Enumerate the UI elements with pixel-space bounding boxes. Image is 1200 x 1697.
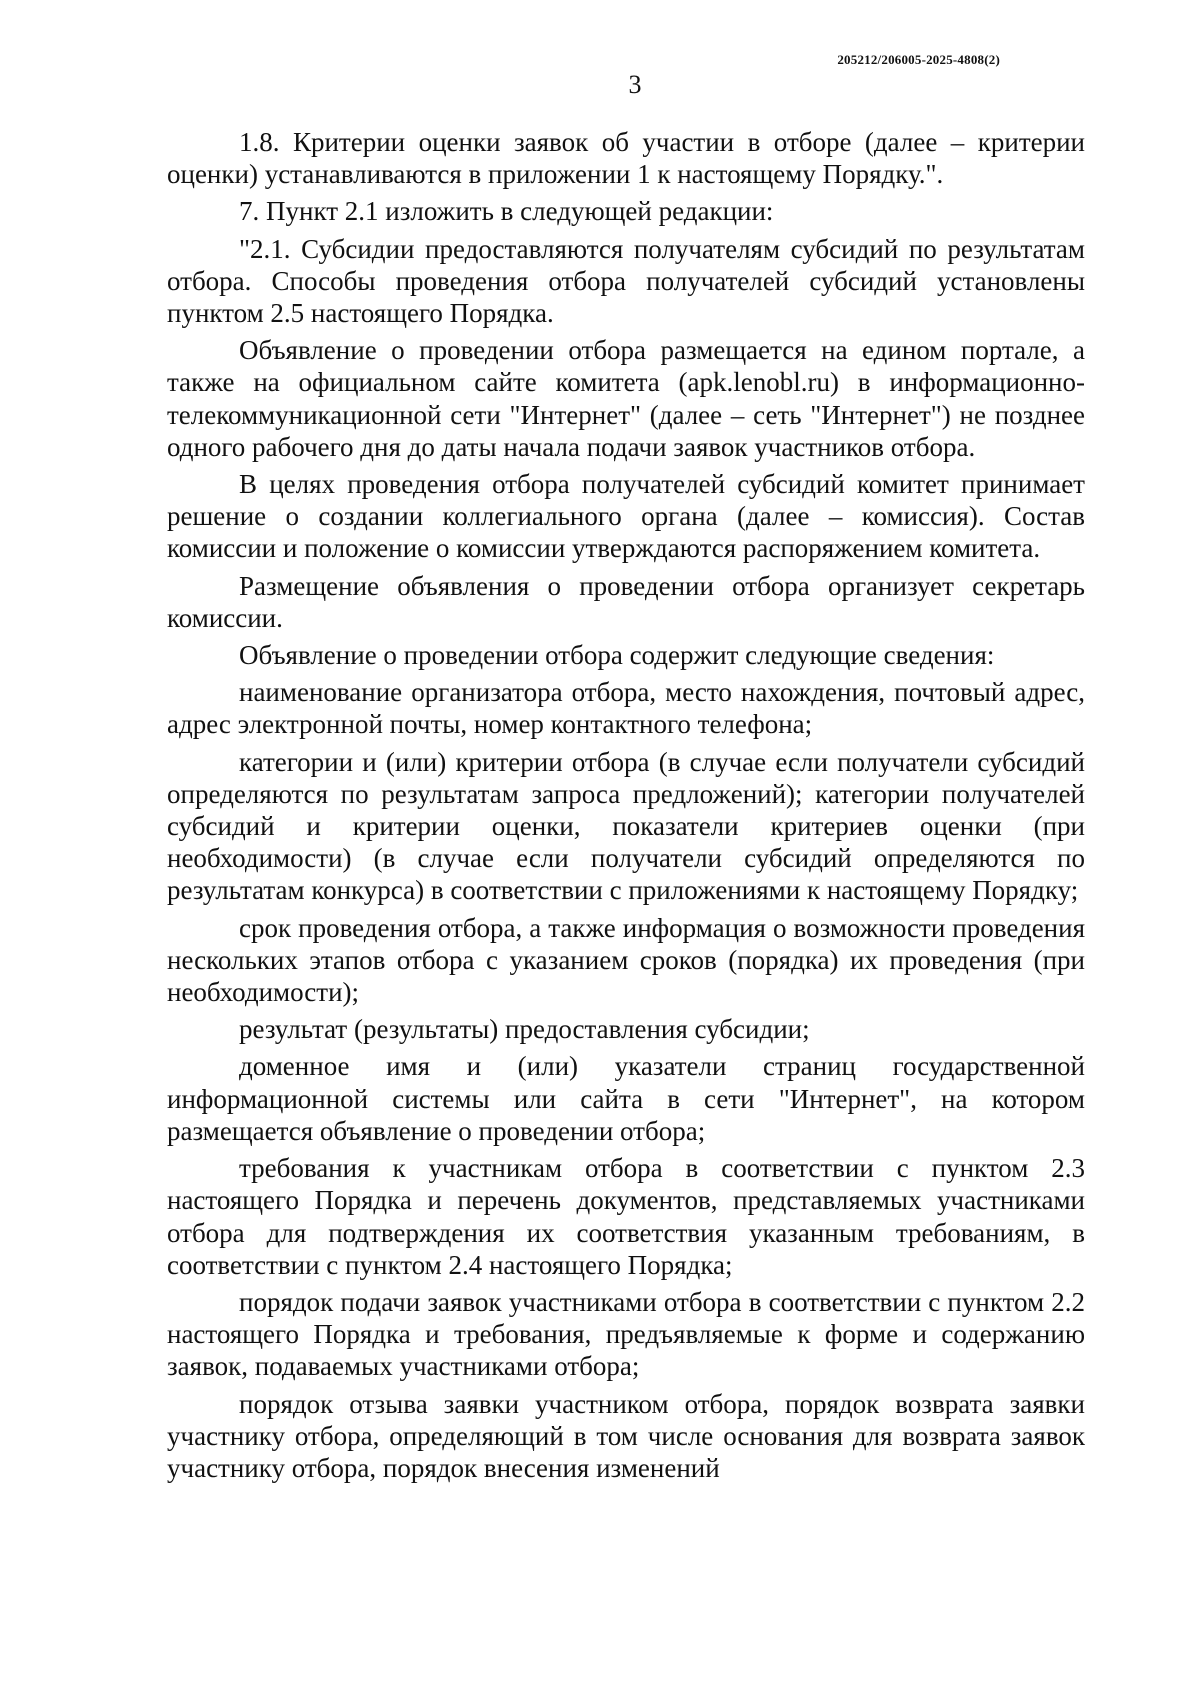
paragraph: доменное имя и (или) указатели страниц государственной информационной системы или сайта в сети "Интернет", на котором размещается объявление о проведении отбора; xyxy=(167,1051,1085,1146)
paragraph: наименование организатора отбора, место нахождения, почтовый адрес, адрес электронной почты, номер контактного телефона; xyxy=(167,677,1085,740)
paragraph: требования к участникам отбора в соответствии с пунктом 2.3 настоящего Порядка и перечень документов, представляемых участниками отбора для подтверждения их соответствия указанным требованиям, в соответствии с пунктом 2.4 настоящего Порядка; xyxy=(167,1153,1085,1280)
paragraph: 7. Пункт 2.1 изложить в следующей редакции: xyxy=(239,196,774,227)
paragraph: результат (результаты) предоставления субсидии; xyxy=(239,1014,810,1045)
page-number: 3 xyxy=(628,70,642,99)
paragraph: срок проведения отбора, а также информация о возможности проведения нескольких этапов отбора с указанием сроков (порядка) их проведения (при необходимости); xyxy=(167,912,1085,1008)
paragraph: Размещение объявления о проведении отбора организует секретарь комиссии. xyxy=(167,570,1085,633)
paragraph: В целях проведения отбора получателей субсидий комитет принимает решение о создании коллегиального органа (далее – комиссия). Состав комиссии и положение о комиссии утверждаются распоряжением комитета. xyxy=(167,469,1085,564)
paragraph: 1.8. Критерии оценки заявок об участии в отборе (далее – критерии оценки) устанавливаются в приложении 1 к настоящему Порядку.". xyxy=(167,127,1085,190)
document-body xyxy=(167,126,1085,1489)
paragraph: порядок подачи заявок участниками отбора в соответствии с пунктом 2.2 настоящего Порядка и требования, предъявляемые к форме и содержанию заявок, подаваемых участниками отбора; xyxy=(167,1286,1085,1382)
document-id: 205212/206005-2025-4808(2) xyxy=(837,52,1000,67)
paragraph: Объявление о проведении отбора размещается на едином портале, а также на официальном сайте комитета (apk.lenobl.ru) в информационно-телекоммуникационной сети "Интернет" (далее – сеть "Интернет") не позднее одного рабочего дня до даты начала подачи заявок участников отбора. xyxy=(167,335,1085,462)
paragraph: категории и (или) критерии отбора (в случае если получатели субсидий определяются по результатам запроса предложений); категории получателей субсидий и критерии оценки, показатели критериев оценки (при необходимости) (в случае если получатели субсидий определяются по результатам конкурса) в соответствии с приложениями к настоящему Порядку; xyxy=(167,746,1085,906)
paragraph: порядок отзыва заявки участником отбора, порядок возврата заявки участнику отбора, определяющий в том числе основания для возврата заявок участнику отбора, порядок внесения изменений xyxy=(167,1388,1085,1483)
paragraph: "2.1. Субсидии предоставляются получателям субсидий по результатам отбора. Способы проведения отбора получателей субсидий установлены пунктом 2.5 настоящего Порядка. xyxy=(167,233,1085,329)
paragraph: Объявление о проведении отбора содержит следующие сведения: xyxy=(239,640,995,671)
